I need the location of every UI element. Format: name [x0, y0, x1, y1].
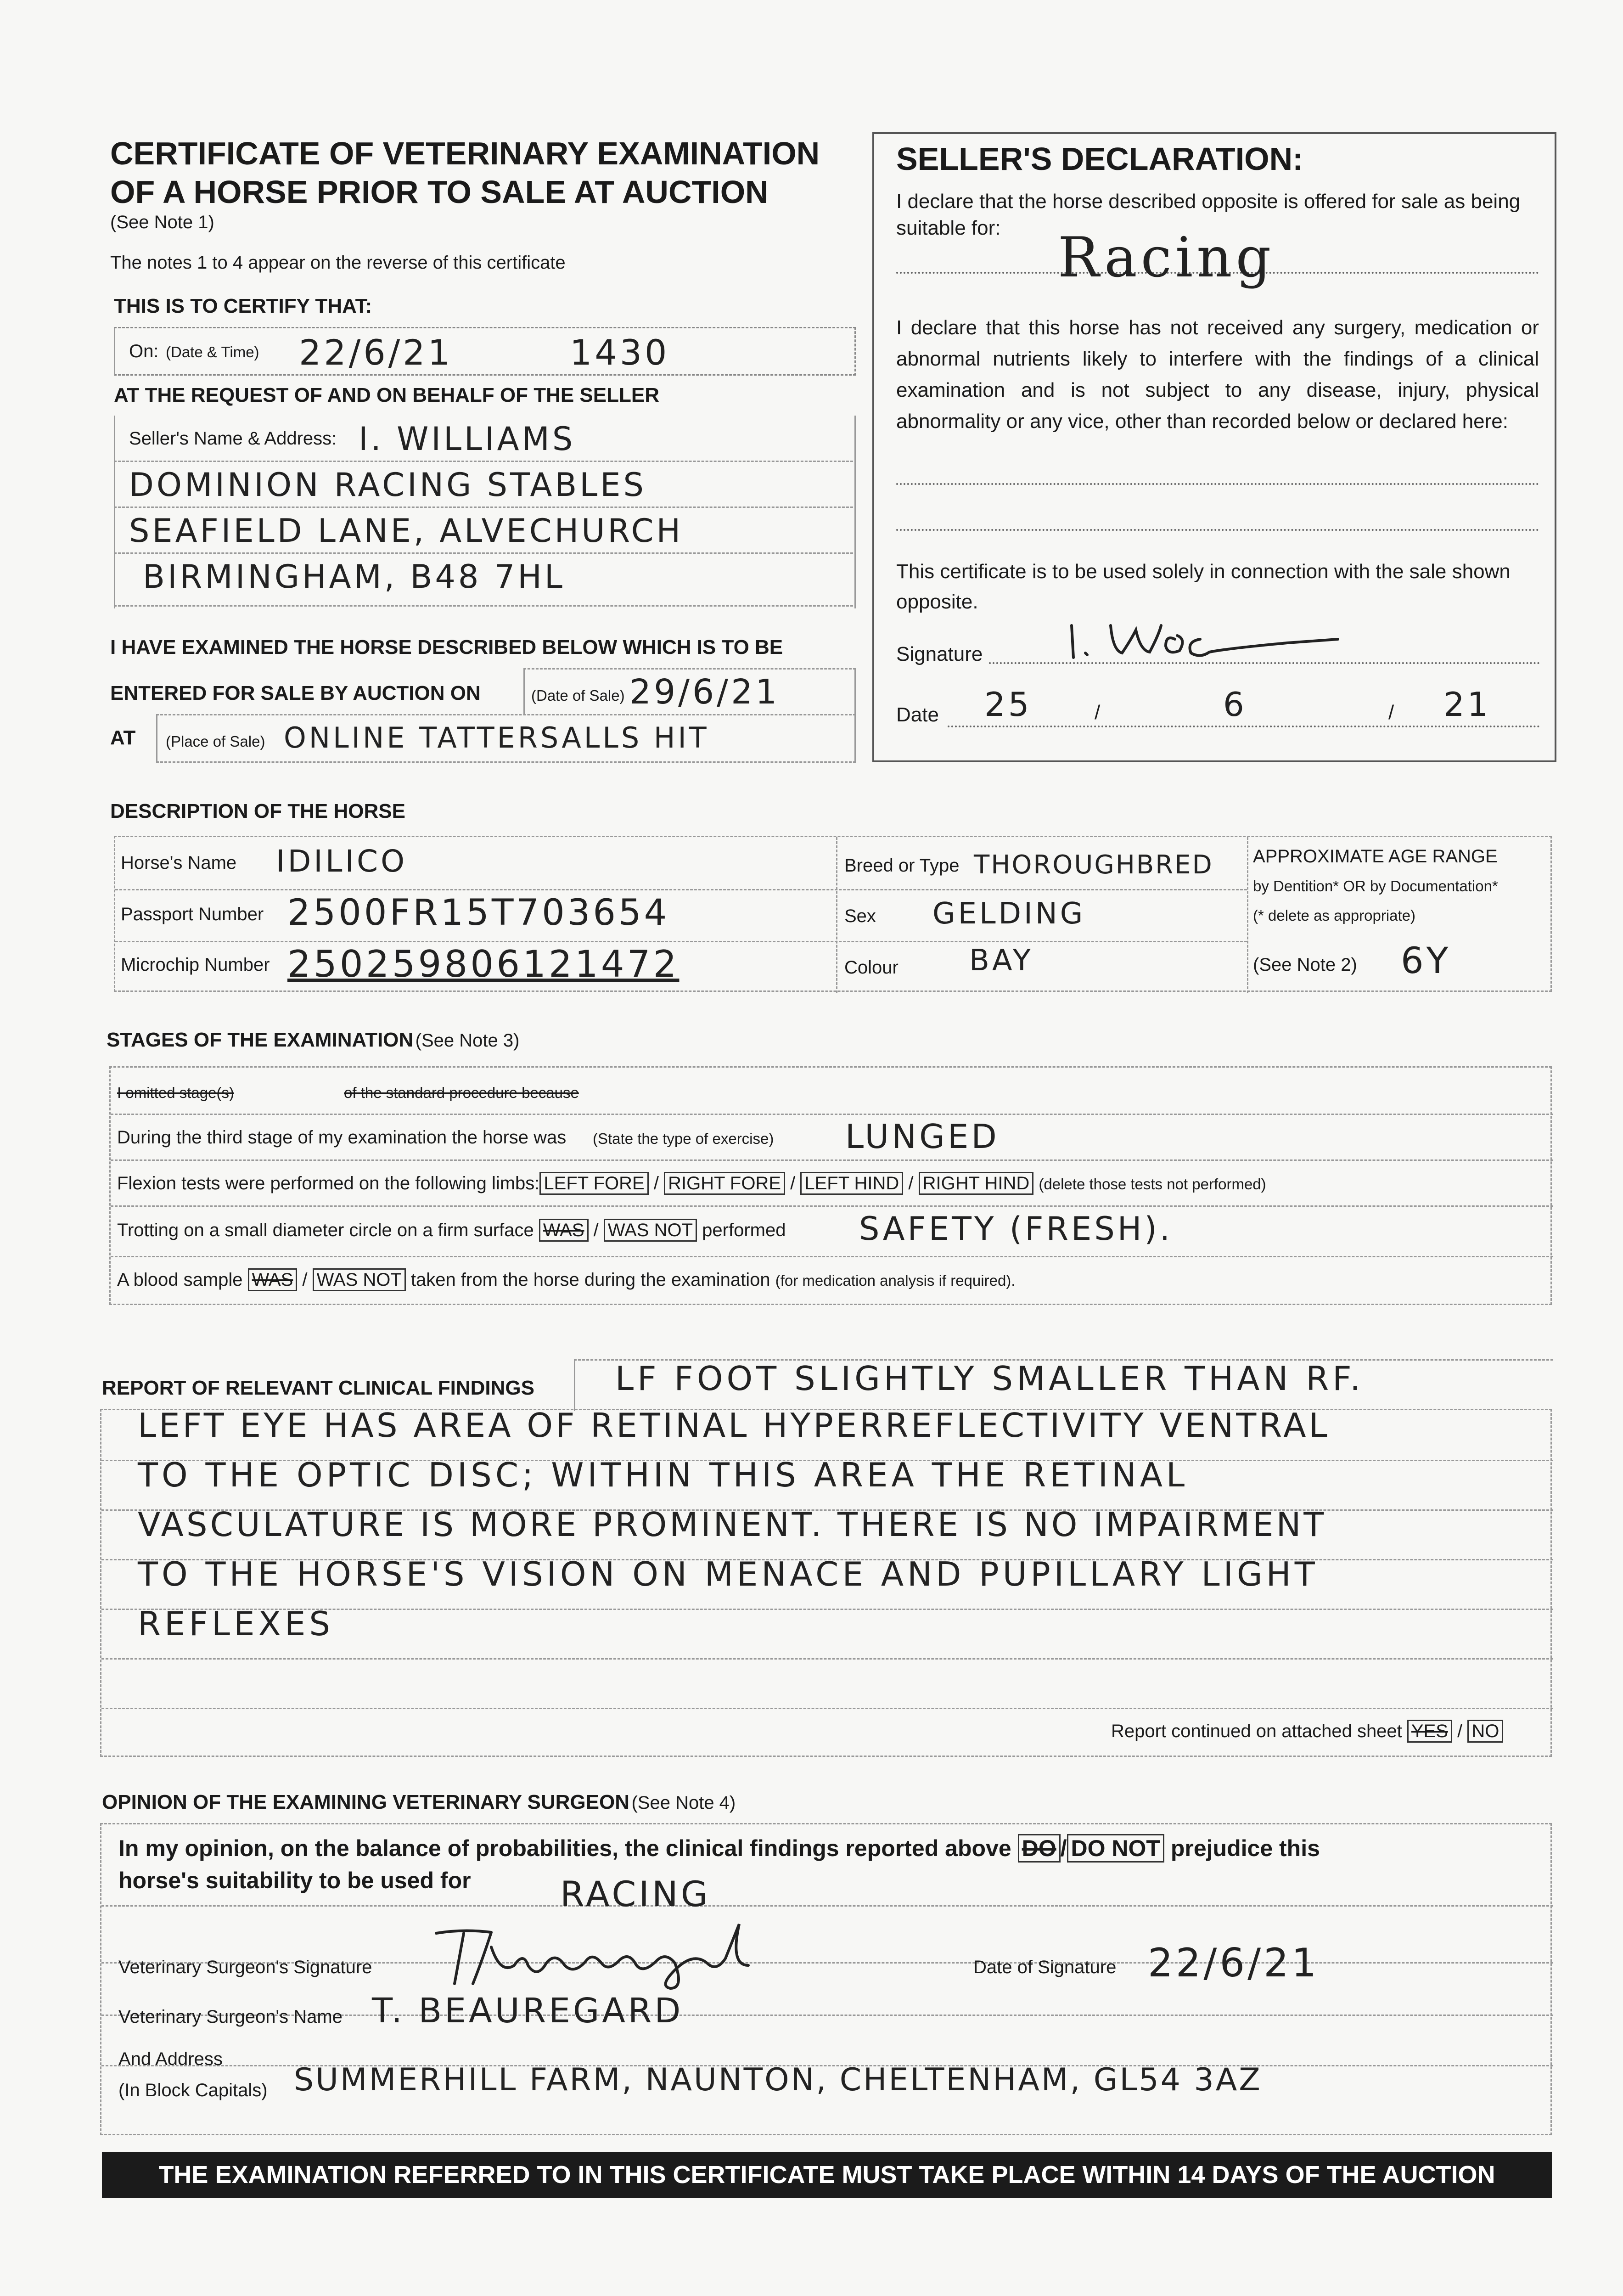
report-line-6: REFLEXES [138, 1604, 334, 1643]
report-line-2: LEFT EYE HAS AREA OF RETINAL HYPERREFLECTIVITY VENTRAL [138, 1406, 1330, 1445]
stages-box [109, 1066, 1552, 1305]
description-table [114, 836, 1552, 992]
report-continued-label: Report continued on attached sheet [1111, 1721, 1402, 1741]
blood-label-c: (for medication analysis if required). [775, 1272, 1016, 1289]
opinion-use-value: RACING [560, 1874, 711, 1914]
passport-value: 2500FR15T703654 [287, 892, 670, 934]
passport-label: Passport Number [121, 904, 264, 924]
seller-line-4: BIRMINGHAM, B48 7HL [143, 558, 565, 596]
opinion-text-c: horse's suitability to be used for [118, 1868, 471, 1893]
date-of-sale-value: 29/6/21 [629, 672, 780, 712]
opinion-text-row: In my opinion, on the balance of probabilities, the clinical findings reported above DO / DO NOT prejudice this [118, 1835, 1320, 1862]
certify-heading: THIS IS TO CERTIFY THAT: [114, 295, 372, 317]
breed-label: Breed or Type [844, 855, 960, 876]
seller-declaration-text3: This certificate is to be used solely in connection with the sale shown opposite. [896, 560, 1511, 613]
limb-right-fore: RIGHT FORE [664, 1172, 785, 1195]
omitted-stages-b: of the standard procedure because [344, 1084, 579, 1101]
on-label: On: [129, 341, 159, 361]
blood-label-b: taken from the horse during the examination [410, 1270, 770, 1290]
age-heading: APPROXIMATE AGE RANGE [1253, 846, 1498, 867]
seller-line-1: I. WILLIAMS [359, 420, 576, 458]
age-delete: (* delete as appropriate) [1253, 907, 1416, 924]
date-of-sale-box [523, 668, 856, 715]
flexion-row: Flexion tests were performed on the following limbs: LEFT FORE / RIGHT FORE / LEFT HIND / RIGHT HIND (delete those tests not performed) [117, 1173, 1266, 1194]
vet-sig-date-label: Date of Signature [973, 1957, 1117, 1977]
decl-date-month: 6 [1223, 685, 1247, 724]
seller-address-box [114, 416, 856, 608]
breed-value: THOROUGHBRED [974, 850, 1213, 880]
vet-signature [427, 1919, 776, 1993]
blood-row: A blood sample WAS / WAS NOT taken from the horse during the examination (for medication analysis if required). [117, 1270, 1015, 1290]
stages-heading-row [107, 1029, 519, 1052]
report-line-5: TO THE HORSE'S VISION ON MENACE AND PUPILLARY LIGHT [138, 1555, 1319, 1593]
examined-heading: I HAVE EXAMINED THE HORSE DESCRIBED BELOW WHICH IS TO BE [110, 636, 783, 658]
colour-label: Colour [844, 957, 899, 978]
seller-line-3: SEAFIELD LANE, ALVECHURCH [129, 512, 684, 550]
signature-label: Signature [896, 643, 983, 665]
opinion-heading-row [102, 1791, 736, 1814]
trotting-performed: performed [702, 1220, 786, 1240]
certificate-title-line1: CERTIFICATE OF VETERINARY EXAMINATION [110, 135, 820, 171]
description-heading: DESCRIPTION OF THE HORSE [110, 800, 405, 822]
suitable-for-value: Racing [1058, 226, 1275, 290]
on-time-value: 1430 [570, 332, 670, 373]
age-value: 6Y [1401, 940, 1451, 982]
opinion-heading: OPINION OF THE EXAMINING VETERINARY SURGEON [102, 1791, 630, 1813]
limb-left-hind: LEFT HIND [800, 1172, 903, 1195]
colour-value: BAY [969, 944, 1033, 978]
seller-label: Seller's Name & Address: [129, 428, 337, 449]
at-label: AT [110, 726, 136, 749]
report-line-1: LF FOOT SLIGHTLY SMALLER THAN RF. [615, 1359, 1365, 1398]
on-sub: (Date & Time) [166, 343, 259, 360]
trotting-was: WAS [539, 1219, 589, 1242]
flexion-note: (delete those tests not performed) [1039, 1176, 1266, 1193]
notes-text: The notes 1 to 4 appear on the reverse of this certificate [110, 253, 566, 273]
trotting-row: Trotting on a small diameter circle on a firm surface WAS / WAS NOT performed [117, 1220, 786, 1241]
microchip-label: Microchip Number [121, 955, 270, 975]
flexion-label: Flexion tests were performed on the following limbs: [117, 1173, 540, 1193]
decl-date-day: 25 [984, 685, 1032, 724]
report-continued-no: NO [1467, 1720, 1503, 1743]
opinion-do: DO [1018, 1834, 1061, 1863]
opinion-see-note: (See Note 4) [631, 1793, 736, 1813]
blood-label-a: A blood sample [117, 1270, 243, 1290]
opinion-text-b: prejudice this [1170, 1835, 1320, 1861]
on-date-value: 22/6/21 [299, 332, 453, 373]
blood-was-not: WAS NOT [313, 1268, 406, 1291]
trotting-label: Trotting on a small diameter circle on a firm surface [117, 1220, 534, 1240]
decl-date-label: Date [896, 703, 939, 726]
seller-declaration-heading: SELLER'S DECLARATION: [896, 141, 1303, 177]
stages-see-note: (See Note 3) [415, 1030, 520, 1051]
third-stage-label: During the third stage of my examination the horse was [117, 1127, 567, 1148]
report-line-3: TO THE OPTIC DISC; WITHIN THIS AREA THE RETINAL [138, 1456, 1189, 1494]
trotting-value: SAFETY (FRESH). [859, 1210, 1173, 1248]
date-of-sale-label: (Date of Sale) [531, 687, 625, 704]
vet-name-label: Veterinary Surgeon's Name [118, 2007, 343, 2027]
entered-heading: ENTERED FOR SALE BY AUCTION ON [110, 682, 481, 704]
report-continued-yes: YES [1407, 1720, 1452, 1743]
vet-address-sub: (In Block Capitals) [118, 2080, 268, 2100]
third-stage-value: LUNGED [845, 1117, 1000, 1156]
limb-right-hind: RIGHT HIND [919, 1172, 1034, 1195]
vet-sig-label: Veterinary Surgeon's Signature [118, 1957, 372, 1977]
omitted-stages-a: I omitted stage(s) [117, 1084, 234, 1101]
horse-name-label: Horse's Name [121, 853, 237, 873]
vet-address-value: SUMMERHILL FARM, NAUNTON, CHELTENHAM, GL54 3AZ [294, 2062, 1262, 2098]
see-note-1: (See Note 1) [110, 212, 214, 232]
opinion-text-a: In my opinion, on the balance of probabilities, the clinical findings reported above [118, 1835, 1011, 1861]
age-note: (See Note 2) [1253, 955, 1357, 975]
seller-declaration-text1: I declare that the horse described opposite is offered for sale as being suitable for: [896, 190, 1521, 239]
seller-declaration-text2: I declare that this horse has not received any surgery, medication or abnormal nutrients likely to interfere with the findings of a clinical examination and is not subject to any disease, injury, physical abnormality or any vice, other than recorded below or declared here: [896, 316, 1539, 433]
vet-name-value: T. BEAUREGARD [372, 1991, 684, 2031]
limb-left-fore: LEFT FORE [539, 1172, 648, 1195]
place-of-sale-value: ONLINE TATTERSALLS HIT [284, 721, 709, 754]
certificate-title-line2: OF A HORSE PRIOR TO SALE AT AUCTION [110, 174, 769, 210]
trotting-was-not: WAS NOT [604, 1219, 697, 1242]
blood-was: WAS [248, 1268, 298, 1291]
sex-value: GELDING [932, 897, 1086, 931]
third-stage-sub: (State the type of exercise) [593, 1130, 774, 1147]
age-by: by Dentition* OR by Documentation* [1253, 878, 1498, 895]
stages-heading: STAGES OF THE EXAMINATION [107, 1029, 414, 1051]
vet-address-label: And Address [118, 2049, 223, 2069]
seller-line-2: DOMINION RACING STABLES [129, 466, 646, 504]
footer-banner: THE EXAMINATION REFERRED TO IN THIS CERTIFICATE MUST TAKE PLACE WITHIN 14 DAYS OF THE AUCTION [102, 2152, 1552, 2198]
vet-sig-date-value: 22/6/21 [1148, 1940, 1320, 1986]
report-continued-row: Report continued on attached sheet YES / NO [1111, 1721, 1503, 1742]
opinion-do-not: DO NOT [1067, 1834, 1164, 1863]
on-date-row [114, 327, 856, 376]
place-of-sale-box [156, 714, 856, 763]
sex-label: Sex [844, 906, 876, 926]
horse-name-value: IDILICO [276, 844, 408, 879]
seller-declaration-box: SELLER'S DECLARATION: I declare that the horse described opposite is offered for sale as being suitable for: Racing I declare that this horse has not received any surgery, medication or abnormal nutrients likely to interfere with the findings of a clinical examination and is not subject to any disease, injury, physical abnormality or any vice, other than recorded below or declared here: This certificate is to be used solely in connection with the sale shown opposite. Signature Date 25 / 6 / 21 [872, 132, 1556, 762]
place-of-sale-label: (Place of Sale) [166, 733, 265, 750]
report-heading: REPORT OF RELEVANT CLINICAL FINDINGS [102, 1377, 534, 1399]
seller-signature [1067, 607, 1342, 667]
request-heading: AT THE REQUEST OF AND ON BEHALF OF THE SELLER [114, 384, 659, 406]
decl-date-year: 21 [1443, 685, 1491, 724]
microchip-value: 250259806121472 [287, 943, 680, 985]
report-line-4: VASCULATURE IS MORE PROMINENT. THERE IS NO IMPAIRMENT [138, 1505, 1327, 1544]
